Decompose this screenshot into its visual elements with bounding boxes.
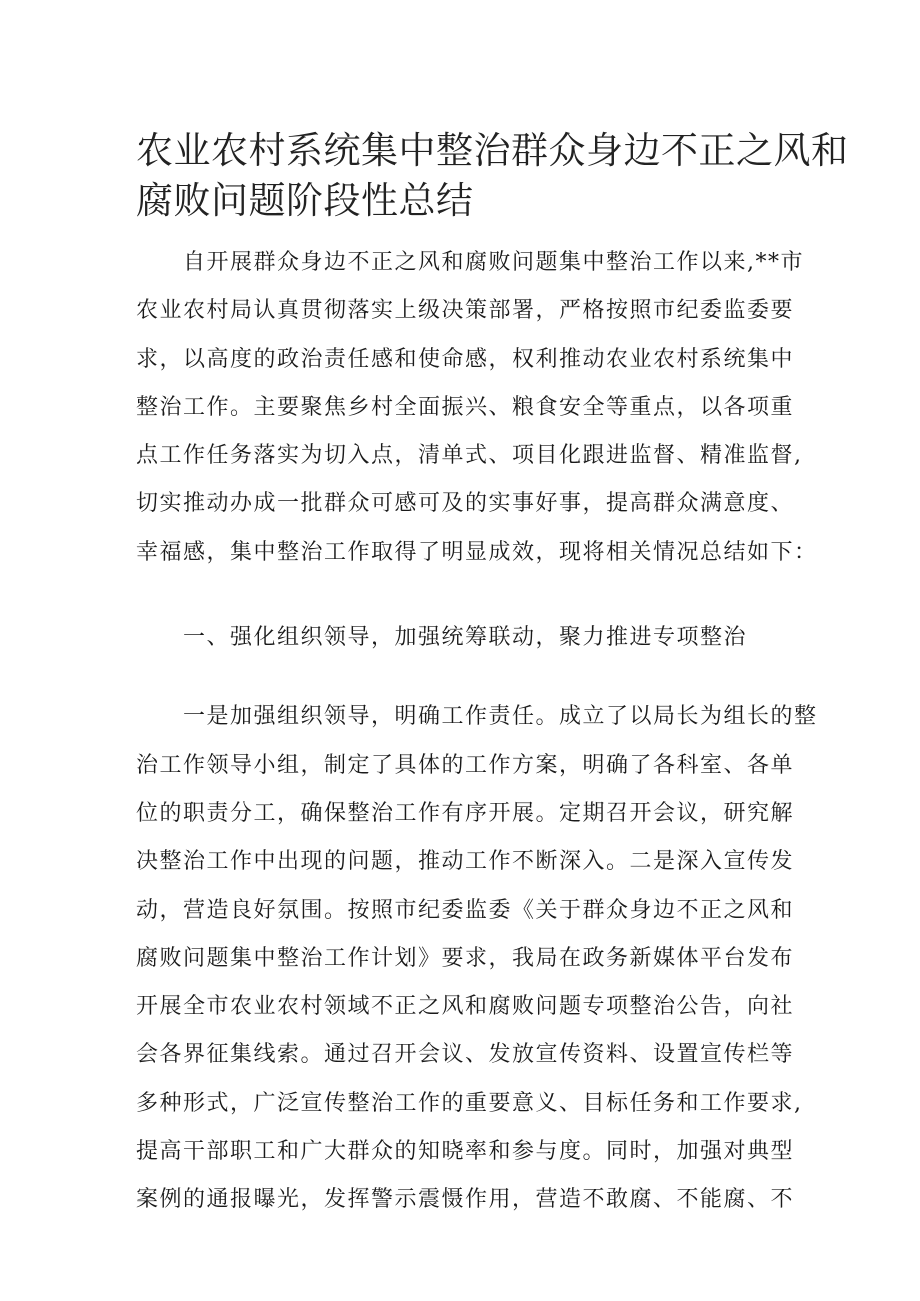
section-1-line-8: 会各界征集线索。通过召开会议、发放宣传资料、设置宣传栏等 xyxy=(136,1042,795,1068)
intro-line-7: 幸福感，集中整治工作取得了明显成效，现将相关情况总结如下： xyxy=(136,539,818,565)
intro-line-3: 求，以高度的政治责任感和使命感，权利推动农业农村系统集中 xyxy=(136,346,795,372)
intro-line-6: 切实推动办成一批群众可感可及的实事好事，提高群众满意度、 xyxy=(136,491,795,517)
paragraph-spacer xyxy=(136,662,796,693)
section-heading xyxy=(136,614,796,662)
section-1-line-7: 开展全市农业农村领域不正之风和腐败问题专项整治公告，向社 xyxy=(136,994,795,1020)
section-1-heading: 一、强化组织领导，加强统筹联动，聚力推进专项整治 xyxy=(136,625,748,651)
section-1-line-11: 案例的通报曝光，发挥警示震慑作用，营造不敢腐、不能腐、不 xyxy=(136,1187,795,1213)
document-body xyxy=(136,239,818,1225)
intro-line-4: 整治工作。主要聚焦乡村全面振兴、粮食安全等重点，以各项重 xyxy=(136,394,795,420)
section-1-line-6: 腐败问题集中整治工作计划》要求，我局在政务新媒体平台发布 xyxy=(136,945,795,971)
section-1-line-4: 决整治工作中出现的问题，推动工作不断深入。二是深入宣传发 xyxy=(136,849,795,875)
section-1-line-9: 多种形式，广泛宣传整治工作的重要意义、目标任务和工作要求, xyxy=(136,1090,803,1116)
section-1-line-5: 动，营造良好氛围。按照市纪委监委《关于群众身边不正之风和 xyxy=(136,897,795,923)
paragraph-spacer xyxy=(136,577,796,614)
intro-line-2: 农业农村局认真贯彻落实上级决策部署，严格按照市纪委监委要 xyxy=(136,298,795,324)
title-line-2: 腐败问题阶段性总结 xyxy=(136,179,474,222)
title-line-1: 农业农村系统集中整治群众身边不正之风和 xyxy=(136,129,849,172)
intro-line-5: 点工作任务落实为切入点，清单式、项目化跟进监督、精准监督, xyxy=(136,443,803,469)
intro-line-1: 自开展群众身边不正之风和腐败问题集中整治工作以来,**市 xyxy=(136,250,804,275)
section-1-line-10: 提高干部职工和广大群众的知晓率和参与度。同时，加强对典型 xyxy=(136,1139,795,1165)
section-1-paragraph xyxy=(136,693,818,1224)
document-title xyxy=(136,126,849,226)
intro-paragraph xyxy=(136,239,818,577)
section-1-line-2: 治工作领导小组，制定了具体的工作方案，明确了各科室、各单 xyxy=(136,752,795,778)
section-1-line-3: 位的职责分工，确保整治工作有序开展。定期召开会议，研究解 xyxy=(136,800,795,826)
section-1-line-1: 一是加强组织领导，明确工作责任。成立了以局长为组长的整 xyxy=(136,704,818,730)
